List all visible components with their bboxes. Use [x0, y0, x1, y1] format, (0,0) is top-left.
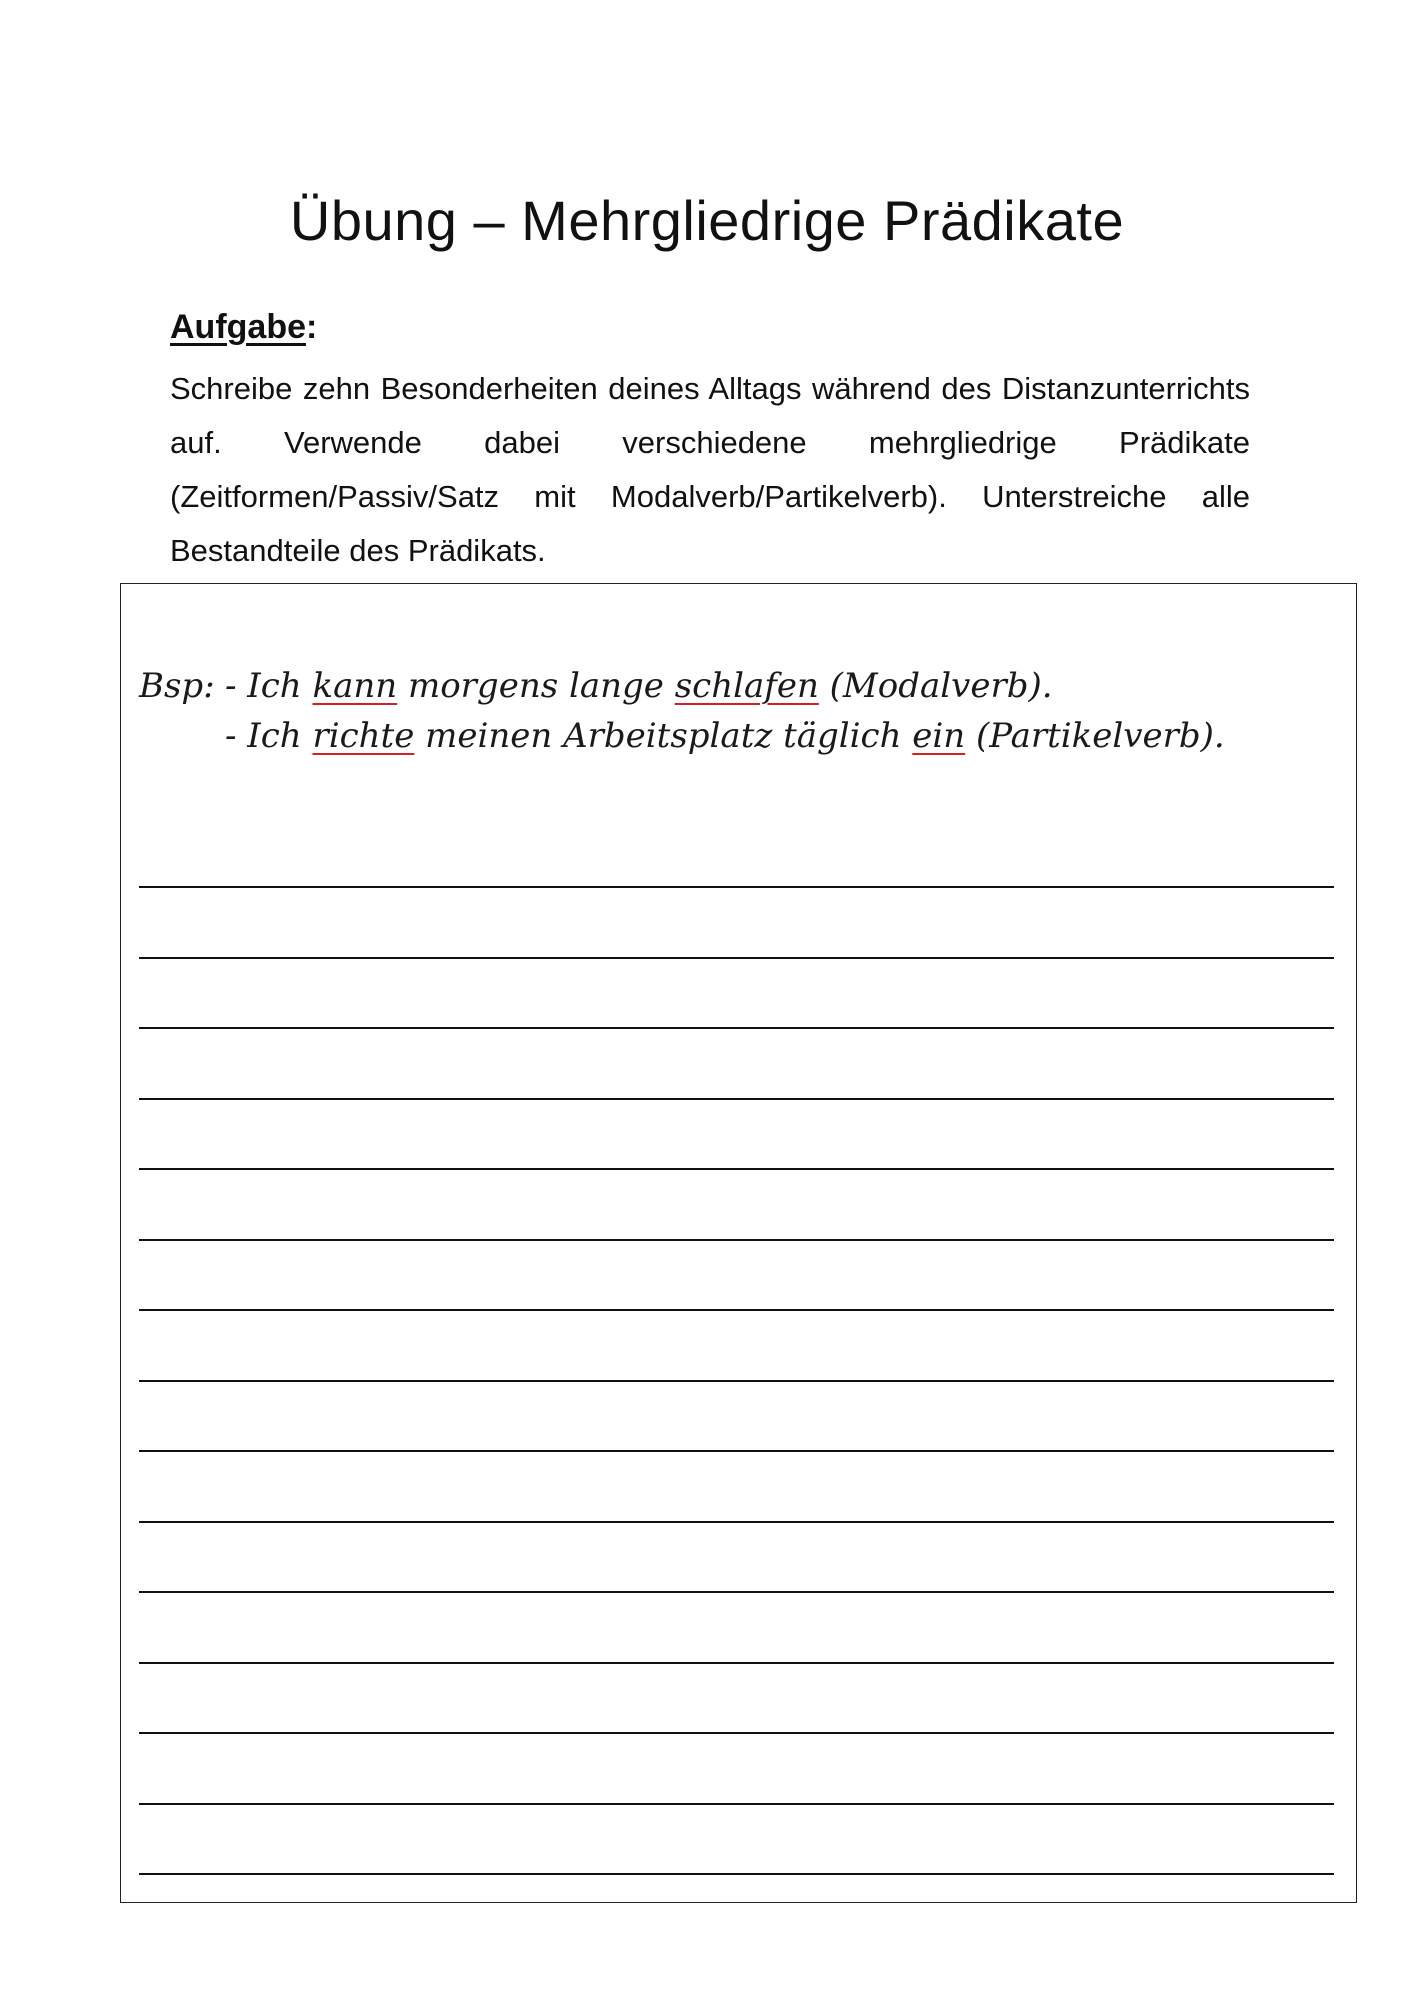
task-heading-colon: :	[306, 308, 318, 346]
writing-line[interactable]	[139, 1309, 1334, 1311]
task-heading-label: Aufgabe	[170, 308, 306, 346]
writing-lines	[139, 584, 1334, 1902]
writing-line[interactable]	[139, 1027, 1334, 1029]
predicate-part: richte	[312, 716, 415, 756]
page-title: Übung – Mehrgliedrige Prädikate	[289, 188, 1125, 252]
example-text: morgens lange	[397, 666, 675, 706]
writing-line[interactable]	[139, 1450, 1334, 1452]
example-text: (Partikelverb).	[965, 716, 1225, 756]
writing-line[interactable]	[139, 1591, 1334, 1593]
answer-box	[120, 583, 1357, 1903]
task-heading	[170, 308, 317, 347]
example-text: meinen Arbeitsplatz täglich	[414, 716, 913, 756]
writing-line[interactable]	[139, 1380, 1334, 1382]
example-prefix: Bsp:	[139, 666, 215, 706]
predicate-part: kann	[312, 666, 398, 706]
writing-line[interactable]	[139, 957, 1334, 959]
predicate-part: ein	[912, 716, 966, 756]
predicate-part: schlafen	[674, 666, 819, 706]
writing-line[interactable]	[139, 1662, 1334, 1664]
writing-line[interactable]	[139, 1098, 1334, 1100]
writing-line[interactable]	[139, 1521, 1334, 1523]
writing-line[interactable]	[139, 886, 1334, 888]
writing-line[interactable]	[139, 1803, 1334, 1805]
writing-line[interactable]	[139, 1873, 1334, 1875]
writing-line[interactable]	[139, 1239, 1334, 1241]
task-instructions: Schreibe zehn Besonderheiten deines Alltags während des Distanzunterrichts auf. Verwende dabei verschiedene mehrgliedrige Prädikate (Zeitformen/Passiv/Satz mit Modalverb/Partikelverb). Unterstreiche alle Bestandteile des Prädikats.	[170, 371, 1250, 568]
writing-line[interactable]	[139, 1168, 1334, 1170]
example-text: - Ich	[225, 716, 313, 756]
writing-line[interactable]	[139, 1732, 1334, 1734]
example-text: - Ich	[225, 666, 313, 706]
example-text: (Modalverb).	[818, 666, 1053, 706]
